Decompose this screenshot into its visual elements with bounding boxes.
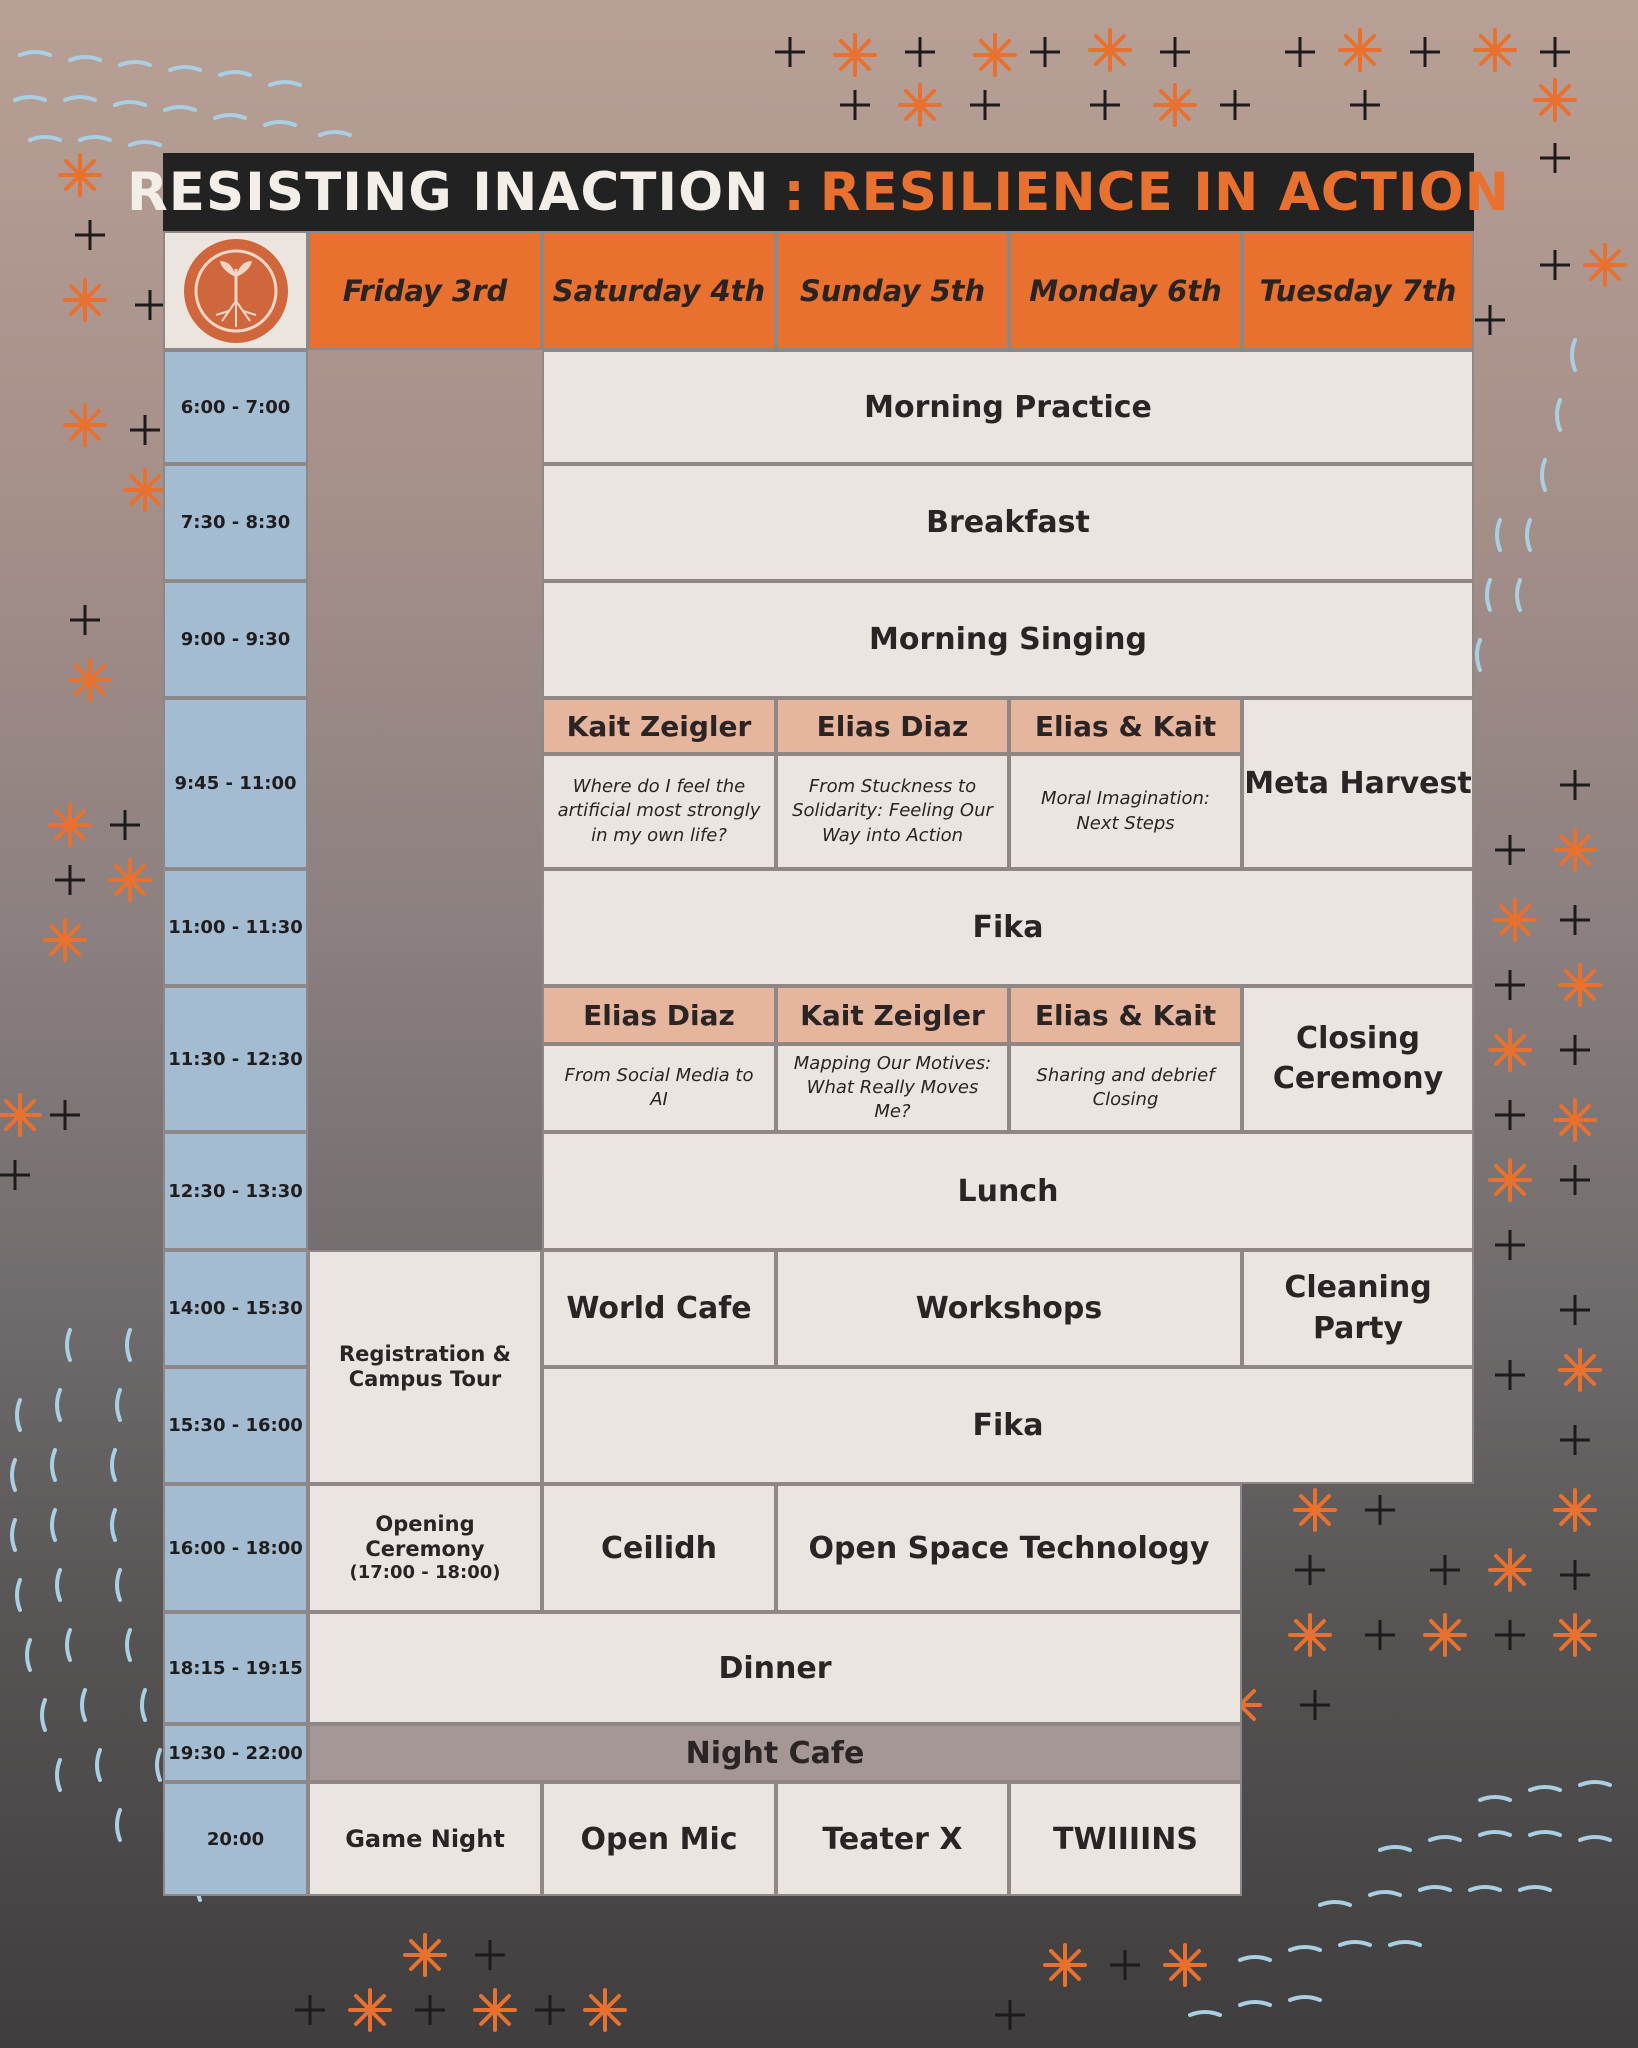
time-slot: 18:15 - 19:15 [163,1612,308,1724]
day-header-saturday: Saturday 4th [542,231,776,350]
time-slot: 11:00 - 11:30 [163,869,308,986]
event-morning-singing: Morning Singing [542,581,1474,698]
time-slot: 16:00 - 18:00 [163,1484,308,1612]
topic-sat-1: Where do I feel the artificial most strongly in my own life? [542,754,776,869]
speaker-sat-2: Elias Diaz [542,986,776,1044]
speaker-sat-1: Kait Zeigler [542,698,776,754]
time-slot: 12:30 - 13:30 [163,1132,308,1250]
time-slot: 15:30 - 16:00 [163,1367,308,1484]
event-twiiiins: TWIIIINS [1009,1782,1242,1896]
title-left: RESISTING INACTION [127,161,770,223]
time-slot: 9:45 - 11:00 [163,698,308,869]
time-slot: 9:00 - 9:30 [163,581,308,698]
event-workshops: Workshops [776,1250,1242,1367]
speaker-mon-2: Elias & Kait [1009,986,1242,1044]
event-registration: Registration & Campus Tour [308,1250,542,1484]
event-meta-harvest: Meta Harvest [1242,698,1474,869]
day-header-monday: Monday 6th [1009,231,1242,350]
day-header-tuesday: Tuesday 7th [1242,231,1474,350]
event-world-cafe: World Cafe [542,1250,776,1367]
event-cleaning-party: Cleaning Party [1242,1250,1474,1367]
event-ceilidh: Ceilidh [542,1484,776,1612]
time-slot: 11:30 - 12:30 [163,986,308,1132]
topic-mon-1: Moral Imagination: Next Steps [1009,754,1242,869]
event-night-cafe: Night Cafe [308,1724,1242,1782]
day-header-sunday: Sunday 5th [776,231,1009,350]
sprout-roots-icon [184,239,288,343]
event-fika-afternoon: Fika [542,1367,1474,1484]
time-slot: 20:00 [163,1782,308,1896]
speaker-sun-1: Elias Diaz [776,698,1009,754]
time-slot: 6:00 - 7:00 [163,350,308,464]
time-slot: 19:30 - 22:00 [163,1724,308,1782]
topic-mon-2: Sharing and debrief Closing [1009,1044,1242,1132]
title-right: RESILIENCE IN ACTION [819,161,1510,223]
event-morning-practice: Morning Practice [542,350,1474,464]
topic-sun-1: From Stuckness to Solidarity: Feeling Our Way into Action [776,754,1009,869]
opening-ceremony-label: Opening Ceremony [365,1512,485,1562]
title-bar [127,153,1510,231]
logo-cell [163,231,308,350]
opening-ceremony-time: (17:00 - 18:00) [349,1562,501,1584]
event-opening-ceremony [308,1484,542,1612]
event-lunch: Lunch [542,1132,1474,1250]
event-open-mic: Open Mic [542,1782,776,1896]
event-open-space: Open Space Technology [776,1484,1242,1612]
event-dinner: Dinner [308,1612,1242,1724]
event-fika: Fika [542,869,1474,986]
speaker-mon-1: Elias & Kait [1009,698,1242,754]
event-closing-ceremony: Closing Ceremony [1242,986,1474,1132]
event-breakfast: Breakfast [542,464,1474,581]
event-teater-x: Teater X [776,1782,1009,1896]
time-slot: 14:00 - 15:30 [163,1250,308,1367]
title-separator: : [783,161,806,223]
day-header-friday: Friday 3rd [308,231,542,350]
time-slot: 7:30 - 8:30 [163,464,308,581]
event-game-night: Game Night [308,1782,542,1896]
speaker-sun-2: Kait Zeigler [776,986,1009,1044]
topic-sat-2: From Social Media to AI [542,1044,776,1132]
topic-sun-2: Mapping Our Motives: What Really Moves Me? [776,1044,1009,1132]
